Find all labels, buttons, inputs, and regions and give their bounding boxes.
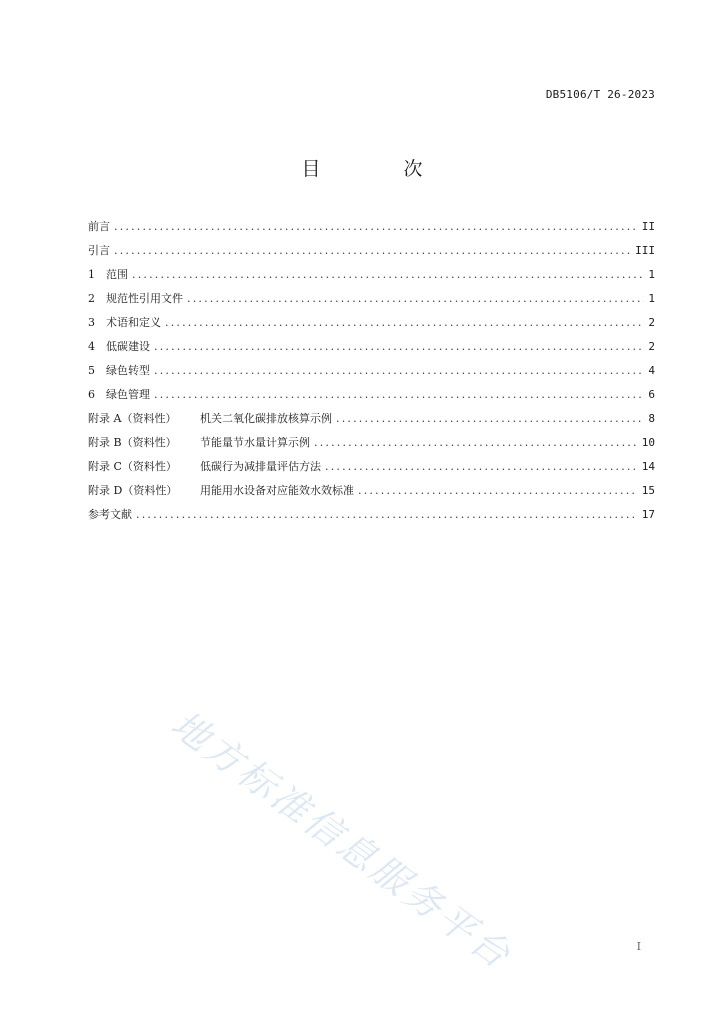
toc-entry-label: 低碳建设 xyxy=(106,340,150,353)
toc-entry-number: 1 xyxy=(88,268,95,281)
document-code: DB5106/T 26-2023 xyxy=(545,88,655,101)
leader-dots xyxy=(154,388,644,401)
toc-page-number: II xyxy=(641,220,655,233)
toc-entry-terms[interactable] xyxy=(88,314,655,338)
toc-page-number: 4 xyxy=(648,364,655,377)
toc-entry-number: 3 xyxy=(88,316,95,329)
toc-entry-label: 前言 xyxy=(88,220,110,233)
toc-page-number: 17 xyxy=(641,508,655,521)
toc-entry-label: 绿色转型 xyxy=(106,364,150,377)
appendix-prefix: 附录 D（资料性） xyxy=(88,484,178,497)
toc-entry-green-management[interactable] xyxy=(88,386,655,410)
toc-entry-label: 规范性引用文件 xyxy=(106,292,183,305)
toc-entry-number: 5 xyxy=(88,364,95,377)
table-of-contents xyxy=(88,218,655,530)
toc-entry-introduction[interactable] xyxy=(88,242,655,266)
watermark: 地方标准信息服务平台 xyxy=(163,702,521,979)
toc-entry-scope[interactable] xyxy=(88,266,655,290)
toc-entry-number: 2 xyxy=(88,292,95,305)
appendix-prefix: 附录 C（资料性） xyxy=(88,460,177,473)
toc-page-number: 10 xyxy=(641,436,655,449)
toc-entry-appendix-c[interactable] xyxy=(88,458,655,482)
leader-dots xyxy=(325,460,638,473)
leader-dots xyxy=(132,268,644,281)
toc-entry-label: 节能量节水量计算示例 xyxy=(200,436,310,449)
toc-entry-number: 6 xyxy=(88,388,95,401)
toc-entry-label: 用能用水设备对应能效水效标准 xyxy=(200,484,354,497)
toc-page-number: 1 xyxy=(648,268,655,281)
toc-entry-label: 引言 xyxy=(88,244,110,257)
toc-entry-low-carbon[interactable] xyxy=(88,338,655,362)
leader-dots xyxy=(154,364,644,377)
toc-page-number: 2 xyxy=(648,316,655,329)
leader-dots xyxy=(165,316,644,329)
toc-page-number: 6 xyxy=(648,388,655,401)
toc-page-number: 14 xyxy=(641,460,655,473)
toc-entry-label: 参考文献 xyxy=(88,508,132,521)
leader-dots xyxy=(114,244,631,257)
toc-entry-foreword[interactable] xyxy=(88,218,655,242)
toc-entry-appendix-b[interactable] xyxy=(88,434,655,458)
toc-page-number: 2 xyxy=(648,340,655,353)
toc-page-number: 1 xyxy=(648,292,655,305)
page-number: I xyxy=(636,940,641,953)
toc-entry-label: 低碳行为减排量评估方法 xyxy=(200,460,321,473)
leader-dots xyxy=(336,412,644,425)
leader-dots xyxy=(136,508,638,521)
toc-entry-number: 4 xyxy=(88,340,95,353)
toc-entry-bibliography[interactable] xyxy=(88,506,655,530)
toc-page-number: 8 xyxy=(648,412,655,425)
toc-page-number: 15 xyxy=(641,484,655,497)
appendix-prefix: 附录 A（资料性） xyxy=(88,412,177,425)
toc-entry-green-transition[interactable] xyxy=(88,362,655,386)
leader-dots xyxy=(358,484,638,497)
toc-entry-label: 范围 xyxy=(106,268,128,281)
leader-dots xyxy=(154,340,644,353)
toc-entry-appendix-a[interactable] xyxy=(88,410,655,434)
toc-entry-appendix-d[interactable] xyxy=(88,482,655,506)
toc-entry-normative-references[interactable] xyxy=(88,290,655,314)
leader-dots xyxy=(114,220,638,233)
toc-entry-label: 术语和定义 xyxy=(106,316,161,329)
leader-dots xyxy=(187,292,644,305)
leader-dots xyxy=(314,436,638,449)
toc-page-number: III xyxy=(635,244,655,257)
toc-entry-label: 绿色管理 xyxy=(106,388,150,401)
toc-entry-label: 机关二氧化碳排放核算示例 xyxy=(200,412,332,425)
page-title: 目 次 xyxy=(301,158,455,180)
appendix-prefix: 附录 B（资料性） xyxy=(88,436,177,449)
